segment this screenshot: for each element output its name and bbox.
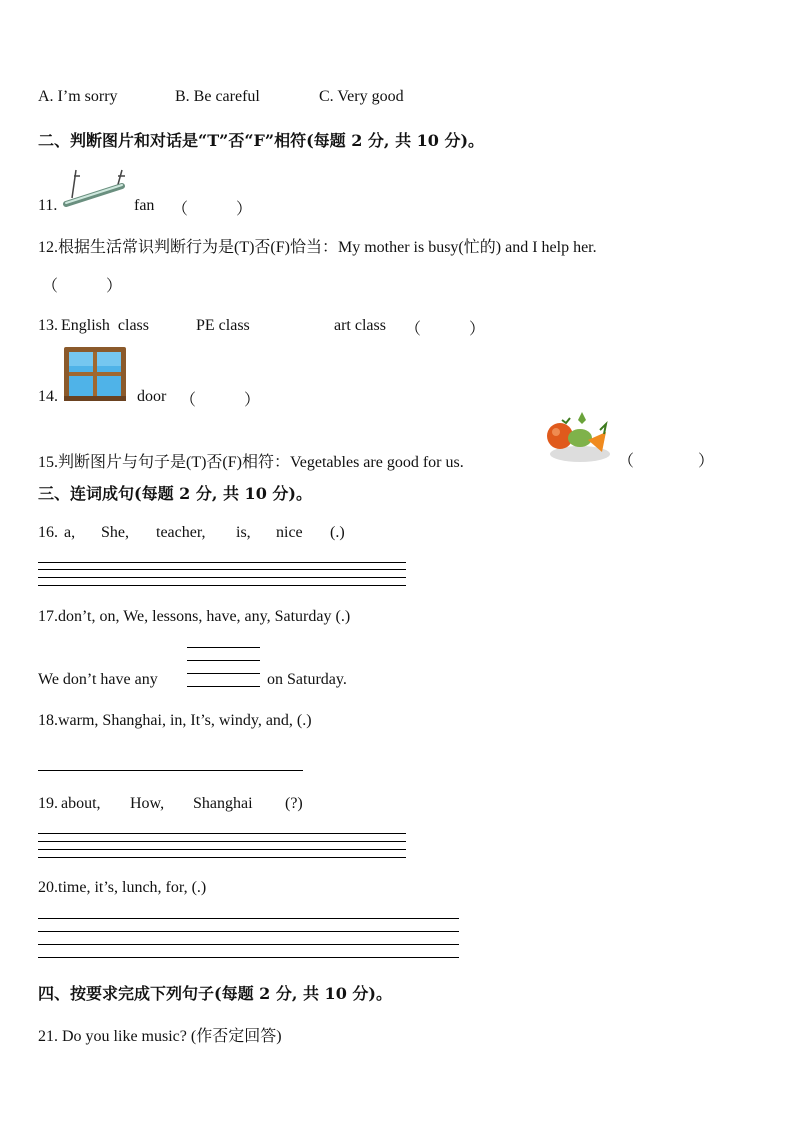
q16-word: She, (101, 524, 129, 541)
q17-text: 17.don’t, on, We, lessons, have, any, Saturday (.) (38, 608, 351, 625)
q16-answer-line[interactable] (38, 569, 406, 570)
q16-word: is, (236, 524, 251, 541)
q18-answer-line[interactable] (38, 770, 303, 771)
q14-number: 14. (38, 388, 58, 405)
q16-answer-line[interactable] (38, 585, 406, 586)
q16-number: 16. (38, 524, 58, 541)
section4-heading: 四、按要求完成下列句子(每题 2 分, 共 10 分)。 (38, 984, 392, 1003)
q13-option-pe: PE class (196, 317, 250, 334)
q11-word: fan (134, 197, 155, 214)
q19-word: How, (130, 795, 165, 812)
q16-word: (.) (330, 524, 345, 541)
q17-blank-line[interactable] (187, 673, 260, 674)
q17-blank-line[interactable] (187, 686, 260, 687)
q19-answer-line[interactable] (38, 833, 406, 834)
option-c: C. Very good (319, 88, 404, 105)
q11-number: 11. (38, 197, 58, 214)
q13-option-english: English class (61, 317, 149, 334)
q17-blank-line[interactable] (187, 647, 260, 648)
q11-answer-paren: （ ） (172, 201, 253, 218)
q15-answer-paren: （ ） (618, 453, 715, 470)
q13-option-art: art class (334, 317, 386, 334)
q19-number: 19. (38, 795, 58, 812)
q19-word: Shanghai (193, 795, 253, 812)
vegetables-icon (544, 410, 612, 464)
q19-answer-line[interactable] (38, 849, 406, 850)
q20-text: 20.time, it’s, lunch, for, (.) (38, 879, 207, 896)
window-icon (63, 346, 127, 402)
q17-suffix: on Saturday. (267, 671, 347, 688)
q18-text: 18.warm, Shanghai, in, It’s, windy, and, (.) (38, 712, 312, 729)
section2-heading: 二、判断图片和对话是“T”否“F”相符(每题 2 分, 共 10 分)。 (38, 131, 485, 150)
q13-number: 13. (38, 317, 58, 334)
q14-answer-paren: （ ） (180, 392, 261, 409)
q20-answer-line[interactable] (38, 944, 459, 945)
q15-text: 15.判断图片与句子是(T)否(F)相符：Vegetables are good for us. (38, 454, 464, 471)
q16-word: teacher, (156, 524, 206, 541)
option-b: B. Be careful (175, 88, 260, 105)
q19-answer-line[interactable] (38, 857, 406, 858)
q16-word: nice (276, 524, 303, 541)
q16-word: a, (64, 524, 76, 541)
q20-answer-line[interactable] (38, 931, 459, 932)
q13-answer-paren: （ ） (405, 321, 486, 338)
q21-text: 21. Do you like music? (作否定回答) (38, 1028, 282, 1045)
q14-word: door (137, 388, 167, 405)
q20-answer-line[interactable] (38, 918, 459, 919)
q12-text: 12.根据生活常识判断行为是(T)否(F)恰当：My mother is busy(忙的) and I help her. (38, 239, 597, 256)
q19-word: (?) (285, 795, 303, 812)
fluorescent-lamp-icon (62, 168, 128, 212)
q17-prefix: We don’t have any (38, 671, 158, 688)
q20-answer-line[interactable] (38, 957, 459, 958)
option-a: A. I’m sorry (38, 88, 118, 105)
q12-answer-paren: （ ） (42, 278, 123, 295)
q19-answer-line[interactable] (38, 841, 406, 842)
section3-heading: 三、连词成句(每题 2 分, 共 10 分)。 (38, 484, 312, 503)
q19-word: about, (61, 795, 101, 812)
q16-answer-line[interactable] (38, 562, 406, 563)
q16-answer-line[interactable] (38, 577, 406, 578)
q17-blank-line[interactable] (187, 660, 260, 661)
